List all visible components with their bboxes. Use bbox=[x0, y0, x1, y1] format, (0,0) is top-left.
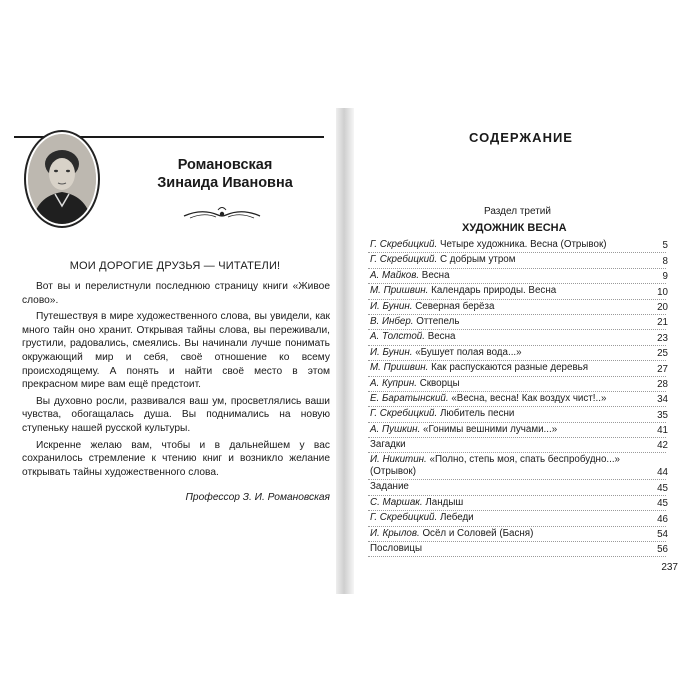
toc-entry-title: «Полно, степь моя, спать беспробудно...» (Отрывок) bbox=[370, 454, 621, 478]
toc-entry-text bbox=[370, 362, 620, 373]
toc-entry-author: В. Инбер. bbox=[370, 315, 414, 327]
toc-entry-title: «Гонимы вешними лучами...» bbox=[423, 423, 558, 435]
toc-entry[interactable] bbox=[368, 346, 666, 361]
toc-entry-title: Скворцы bbox=[419, 377, 460, 389]
toc-entry-page: 34 bbox=[657, 394, 668, 406]
portrait-photo bbox=[28, 134, 96, 224]
toc-entry-author: И. Крылов. bbox=[370, 527, 420, 539]
toc-entry-page: 8 bbox=[662, 255, 668, 267]
letter-paragraph: Вот вы и перелистнули последнюю страницу книги «Живое слово». bbox=[22, 281, 330, 306]
book-gutter bbox=[336, 108, 354, 594]
toc-entry-text bbox=[370, 331, 620, 342]
section-label: Раздел третий bbox=[484, 206, 551, 217]
toc-entry-text bbox=[370, 543, 620, 554]
toc-entry-page: 5 bbox=[662, 240, 668, 252]
toc-entry[interactable] bbox=[368, 511, 666, 526]
toc-entry-title: Пословицы bbox=[370, 543, 422, 555]
toc-entry[interactable] bbox=[368, 315, 666, 330]
toc-entry[interactable] bbox=[368, 527, 666, 542]
toc-entry-page: 54 bbox=[657, 529, 668, 541]
toc-entry-page: 35 bbox=[657, 409, 668, 421]
toc-entry-text bbox=[370, 285, 620, 296]
toc-entry-page: 45 bbox=[657, 482, 668, 494]
toc-entry-title: Как распускаются разные деревья bbox=[431, 362, 589, 374]
toc-entry-page: 21 bbox=[657, 317, 668, 329]
toc-entry-title: Задание bbox=[370, 481, 409, 493]
toc-entry-text bbox=[370, 347, 620, 358]
toc-entry[interactable] bbox=[368, 377, 666, 392]
letter-paragraph: Искренне желаю вам, чтобы и в дальнейшем у вас сохранилось стремление к чтению книг и возникло желание открывать тайны художественного слова. bbox=[22, 439, 330, 478]
toc-entry-author: Г. Скребицкий. bbox=[370, 512, 438, 524]
section-name: ХУДОЖНИК ВЕСНА bbox=[462, 222, 567, 234]
toc-entry[interactable] bbox=[368, 453, 666, 480]
toc-entry-page: 28 bbox=[657, 378, 668, 390]
letter-body bbox=[22, 280, 330, 482]
toc-entry-author: И. Бунин. bbox=[370, 346, 413, 358]
toc-entry[interactable] bbox=[368, 238, 666, 253]
toc-entry[interactable] bbox=[368, 330, 666, 345]
toc-entry-title: С добрым утром bbox=[439, 254, 516, 266]
toc-entry[interactable] bbox=[368, 438, 666, 453]
toc-entry-author: Е. Баратынский. bbox=[370, 392, 449, 404]
letter-paragraph: Путешествуя в мире художественного слова, вы увидели, как много тайн оно хранит. Открывая тайны слова, вы переживали, грустили, радовались, смеялись. Вы начинали лучше понимать окружающий мир и себя, своё отношение ко всему происходящему. А понять и найти своё место в этом прекрасном мире вам ещё предстоит. bbox=[22, 311, 330, 391]
toc-entry-title: Весна bbox=[427, 331, 456, 343]
toc-entry-page: 27 bbox=[657, 363, 668, 375]
toc-entry[interactable] bbox=[368, 269, 666, 284]
toc-entry-author: Г. Скребицкий. bbox=[370, 239, 438, 250]
toc-entry[interactable] bbox=[368, 423, 666, 438]
toc-entry[interactable] bbox=[368, 407, 666, 422]
page-number: 237 bbox=[661, 562, 678, 573]
toc-entry-page: 10 bbox=[657, 286, 668, 298]
toc-entry-page: 23 bbox=[657, 332, 668, 344]
toc-entry-page: 56 bbox=[657, 544, 668, 556]
toc-entry-title: Лебеди bbox=[439, 512, 474, 524]
toc-entry-text bbox=[370, 424, 620, 435]
toc-entry-text bbox=[370, 378, 620, 389]
toc-entry-text bbox=[370, 408, 620, 419]
toc-entry-text bbox=[370, 254, 620, 265]
toc-entry-page: 45 bbox=[657, 498, 668, 510]
toc-entry-author: М. Пришвин. bbox=[370, 362, 429, 374]
toc-entry-title: Весна bbox=[421, 269, 450, 281]
toc-entry-author: Г. Скребицкий. bbox=[370, 408, 438, 420]
toc-entry-title: «Весна, весна! Как воздух чист!..» bbox=[451, 392, 607, 404]
contents-title: СОДЕРЖАНИЕ bbox=[469, 130, 573, 145]
toc-entry-text bbox=[370, 481, 620, 492]
letter-paragraph: Вы духовно росли, развивался ваш ум, просветлялись ваши чувства, обогащалась душа. Вы поднимались на новую ступеньку нашей русской культуры. bbox=[22, 395, 330, 434]
toc-entry-author: С. Маршак. bbox=[370, 496, 423, 508]
right-page bbox=[354, 108, 688, 594]
toc-entry-title: «Бушует полая вода...» bbox=[415, 346, 522, 358]
toc-entry-page: 42 bbox=[657, 440, 668, 452]
letter-title: МОИ ДОРОГИЕ ДРУЗЬЯ — ЧИТАТЕЛИ! bbox=[69, 260, 281, 272]
toc-entry-page: 41 bbox=[657, 425, 668, 437]
toc-entry-title: Загадки bbox=[370, 439, 406, 451]
author-name bbox=[114, 156, 336, 192]
toc-entry-author: А. Пушкин. bbox=[370, 423, 421, 435]
toc-entry-text bbox=[370, 497, 620, 508]
toc-entry-author: А. Толстой. bbox=[370, 331, 425, 343]
toc-entry[interactable] bbox=[368, 284, 666, 299]
toc-entry-author: И. Бунин. bbox=[370, 300, 413, 312]
toc-entry-text bbox=[370, 270, 620, 281]
toc-entry-author: Г. Скребицкий. bbox=[370, 254, 438, 266]
author-surname: Романовская bbox=[177, 157, 273, 173]
toc-entry-title: Осёл и Соловей (Басня) bbox=[422, 527, 534, 539]
toc-entry[interactable] bbox=[368, 480, 666, 495]
toc-entry-text bbox=[370, 439, 620, 450]
decorative-flourish-icon bbox=[182, 204, 262, 224]
toc-entry-text bbox=[370, 239, 620, 250]
toc-entry-title: Ландыш bbox=[425, 496, 464, 508]
author-given-names: Зинаида Ивановна bbox=[157, 175, 293, 191]
toc-entry[interactable] bbox=[368, 392, 666, 407]
toc-entry[interactable] bbox=[368, 361, 666, 376]
table-of-contents bbox=[368, 238, 666, 557]
toc-entry-title: Любитель песни bbox=[439, 408, 515, 420]
toc-entry-text bbox=[370, 512, 620, 523]
toc-entry-title: Оттепель bbox=[416, 315, 460, 327]
toc-entry-author: А. Куприн. bbox=[370, 377, 417, 389]
toc-entry-author: М. Пришвин. bbox=[370, 285, 429, 297]
toc-entry[interactable] bbox=[368, 542, 666, 557]
toc-entry-page: 25 bbox=[657, 348, 668, 360]
toc-entry[interactable] bbox=[368, 300, 666, 315]
letter-signature: Профессор З. И. Романовская bbox=[185, 492, 330, 503]
author-portrait bbox=[24, 130, 100, 228]
toc-entry-page: 44 bbox=[657, 467, 668, 479]
toc-entry-author: А. Майков. bbox=[370, 269, 420, 281]
toc-entry-text bbox=[370, 301, 620, 312]
toc-entry-title: Календарь природы. Весна bbox=[431, 285, 557, 297]
left-page bbox=[14, 110, 336, 592]
toc-entry[interactable] bbox=[368, 253, 666, 268]
toc-entry[interactable] bbox=[368, 496, 666, 511]
toc-entry-title: Северная берёза bbox=[415, 300, 495, 312]
toc-entry-text bbox=[370, 393, 620, 404]
toc-entry-page: 46 bbox=[657, 513, 668, 525]
toc-entry-text bbox=[370, 454, 620, 478]
toc-entry-title: Четыре художника. Весна (Отрывок) bbox=[439, 239, 607, 250]
toc-entry-page: 20 bbox=[657, 301, 668, 313]
toc-entry-text bbox=[370, 528, 620, 539]
toc-entry-author: И. Никитин. bbox=[370, 454, 427, 466]
toc-entry-text bbox=[370, 316, 620, 327]
toc-entry-page: 9 bbox=[662, 271, 668, 283]
